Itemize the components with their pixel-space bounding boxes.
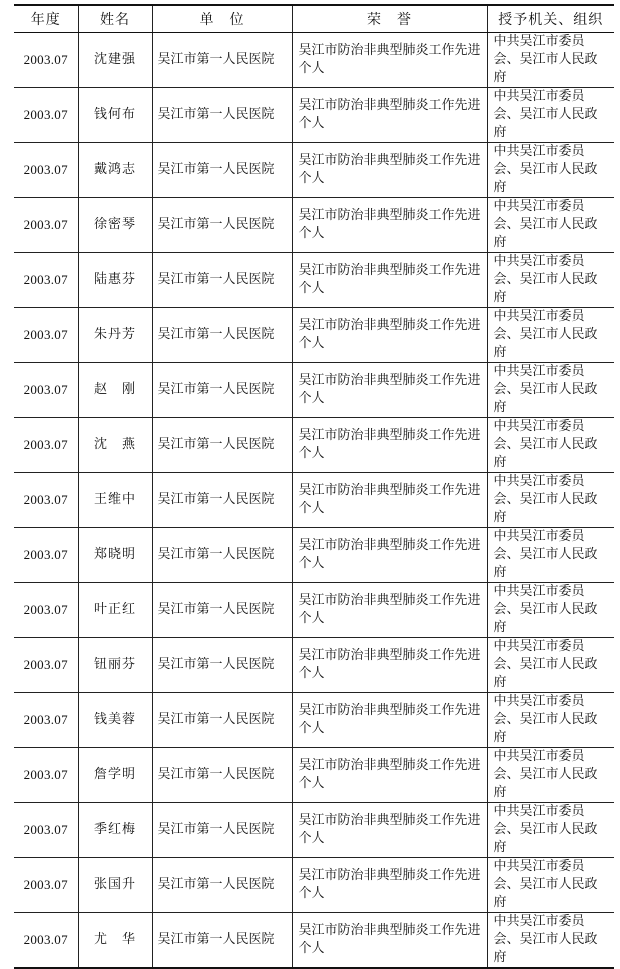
honors-table (14, 4, 614, 969)
cell-year: 2003.07 (14, 88, 78, 143)
cell-org (487, 88, 614, 143)
table-row (14, 308, 614, 363)
cell-honor (292, 88, 487, 143)
table-row (14, 913, 614, 969)
cell-year: 2003.07 (14, 143, 78, 198)
cell-org (487, 858, 614, 913)
cell-honor (292, 528, 487, 583)
cell-year: 2003.07 (14, 198, 78, 253)
cell-org-text: 中共吴江市委员会、吴江市人民政府 (493, 584, 598, 635)
cell-year: 2003.07 (14, 803, 78, 858)
cell-org (487, 253, 614, 308)
cell-honor (292, 418, 487, 473)
cell-org (487, 418, 614, 473)
cell-name: 王维中 (78, 473, 152, 528)
cell-honor-text: 吴江市防治非典型肺炎工作先进个人 (298, 43, 481, 76)
cell-name: 尤 华 (78, 913, 152, 969)
cell-org-text: 中共吴江市委员会、吴江市人民政府 (493, 199, 598, 250)
cell-honor (292, 638, 487, 693)
cell-honor (292, 33, 487, 88)
cell-unit: 吴江市第一人民医院 (152, 473, 292, 528)
cell-unit: 吴江市第一人民医院 (152, 418, 292, 473)
table-row (14, 638, 614, 693)
table-row (14, 803, 614, 858)
cell-org-text: 中共吴江市委员会、吴江市人民政府 (493, 529, 598, 580)
cell-honor (292, 693, 487, 748)
cell-org-text: 中共吴江市委员会、吴江市人民政府 (493, 914, 598, 965)
cell-honor (292, 748, 487, 803)
cell-year: 2003.07 (14, 363, 78, 418)
cell-honor-text: 吴江市防治非典型肺炎工作先进个人 (298, 703, 481, 736)
cell-honor-text: 吴江市防治非典型肺炎工作先进个人 (298, 758, 481, 791)
cell-name: 钱何布 (78, 88, 152, 143)
cell-org (487, 363, 614, 418)
cell-unit: 吴江市第一人民医院 (152, 308, 292, 363)
cell-name: 赵 刚 (78, 363, 152, 418)
cell-name: 徐密琴 (78, 198, 152, 253)
table-header (14, 5, 614, 33)
cell-name: 张国升 (78, 858, 152, 913)
cell-honor (292, 858, 487, 913)
cell-org (487, 143, 614, 198)
cell-org-text: 中共吴江市委员会、吴江市人民政府 (493, 474, 598, 525)
table-row (14, 748, 614, 803)
cell-org (487, 913, 614, 969)
cell-name: 钮丽芬 (78, 638, 152, 693)
cell-honor (292, 308, 487, 363)
cell-unit: 吴江市第一人民医院 (152, 363, 292, 418)
table-row (14, 253, 614, 308)
table-row (14, 363, 614, 418)
cell-unit: 吴江市第一人民医院 (152, 253, 292, 308)
cell-name: 季红梅 (78, 803, 152, 858)
cell-honor-text: 吴江市防治非典型肺炎工作先进个人 (298, 813, 481, 846)
cell-year: 2003.07 (14, 858, 78, 913)
cell-org (487, 308, 614, 363)
cell-org (487, 638, 614, 693)
cell-honor-text: 吴江市防治非典型肺炎工作先进个人 (298, 648, 481, 681)
cell-org (487, 473, 614, 528)
cell-honor-text: 吴江市防治非典型肺炎工作先进个人 (298, 483, 481, 516)
cell-unit: 吴江市第一人民医院 (152, 693, 292, 748)
table-row (14, 198, 614, 253)
cell-honor (292, 253, 487, 308)
cell-org-text: 中共吴江市委员会、吴江市人民政府 (493, 749, 598, 800)
table-row (14, 88, 614, 143)
cell-unit: 吴江市第一人民医院 (152, 913, 292, 969)
cell-unit: 吴江市第一人民医院 (152, 198, 292, 253)
cell-org (487, 748, 614, 803)
cell-honor-text: 吴江市防治非典型肺炎工作先进个人 (298, 593, 481, 626)
cell-year: 2003.07 (14, 528, 78, 583)
cell-org-text: 中共吴江市委员会、吴江市人民政府 (493, 804, 598, 855)
table-row (14, 33, 614, 88)
cell-org (487, 583, 614, 638)
cell-honor-text: 吴江市防治非典型肺炎工作先进个人 (298, 208, 481, 241)
cell-unit: 吴江市第一人民医院 (152, 803, 292, 858)
cell-unit: 吴江市第一人民医院 (152, 858, 292, 913)
cell-org-text: 中共吴江市委员会、吴江市人民政府 (493, 144, 598, 195)
cell-name: 叶正红 (78, 583, 152, 638)
cell-org-text: 中共吴江市委员会、吴江市人民政府 (493, 34, 598, 85)
cell-org-text: 中共吴江市委员会、吴江市人民政府 (493, 89, 598, 140)
header-name: 姓名 (78, 5, 152, 33)
cell-name: 朱丹芳 (78, 308, 152, 363)
cell-honor-text: 吴江市防治非典型肺炎工作先进个人 (298, 98, 481, 131)
header-year: 年度 (14, 5, 78, 33)
cell-honor (292, 363, 487, 418)
cell-name: 沈 燕 (78, 418, 152, 473)
cell-unit: 吴江市第一人民医院 (152, 143, 292, 198)
cell-org (487, 693, 614, 748)
table-row (14, 418, 614, 473)
cell-honor (292, 583, 487, 638)
cell-name: 钱美蓉 (78, 693, 152, 748)
cell-year: 2003.07 (14, 913, 78, 969)
table-row (14, 858, 614, 913)
cell-unit: 吴江市第一人民医院 (152, 748, 292, 803)
header-unit: 单 位 (152, 5, 292, 33)
cell-org-text: 中共吴江市委员会、吴江市人民政府 (493, 364, 598, 415)
cell-org-text: 中共吴江市委员会、吴江市人民政府 (493, 859, 598, 910)
table-row (14, 473, 614, 528)
cell-name: 戴鸿志 (78, 143, 152, 198)
table-row (14, 583, 614, 638)
cell-unit: 吴江市第一人民医院 (152, 638, 292, 693)
header-org: 授予机关、组织 (487, 5, 614, 33)
cell-unit: 吴江市第一人民医院 (152, 583, 292, 638)
cell-year: 2003.07 (14, 748, 78, 803)
cell-year: 2003.07 (14, 308, 78, 363)
cell-year: 2003.07 (14, 583, 78, 638)
cell-honor (292, 198, 487, 253)
cell-honor-text: 吴江市防治非典型肺炎工作先进个人 (298, 868, 481, 901)
cell-year: 2003.07 (14, 418, 78, 473)
cell-honor (292, 473, 487, 528)
cell-year: 2003.07 (14, 473, 78, 528)
cell-unit: 吴江市第一人民医院 (152, 88, 292, 143)
cell-name: 陆惠芬 (78, 253, 152, 308)
cell-name: 詹学明 (78, 748, 152, 803)
cell-org (487, 528, 614, 583)
cell-year: 2003.07 (14, 253, 78, 308)
cell-honor-text: 吴江市防治非典型肺炎工作先进个人 (298, 923, 481, 956)
cell-honor-text: 吴江市防治非典型肺炎工作先进个人 (298, 428, 481, 461)
table-row (14, 528, 614, 583)
header-honor: 荣 誉 (292, 5, 487, 33)
header-row (14, 5, 614, 33)
cell-honor (292, 913, 487, 969)
cell-honor-text: 吴江市防治非典型肺炎工作先进个人 (298, 263, 481, 296)
cell-unit: 吴江市第一人民医院 (152, 33, 292, 88)
cell-unit: 吴江市第一人民医院 (152, 528, 292, 583)
cell-honor (292, 143, 487, 198)
cell-org-text: 中共吴江市委员会、吴江市人民政府 (493, 639, 598, 690)
cell-org (487, 803, 614, 858)
cell-honor (292, 803, 487, 858)
cell-year: 2003.07 (14, 33, 78, 88)
cell-org-text: 中共吴江市委员会、吴江市人民政府 (493, 254, 598, 305)
cell-org-text: 中共吴江市委员会、吴江市人民政府 (493, 419, 598, 470)
cell-year: 2003.07 (14, 638, 78, 693)
cell-honor-text: 吴江市防治非典型肺炎工作先进个人 (298, 373, 481, 406)
cell-org-text: 中共吴江市委员会、吴江市人民政府 (493, 694, 598, 745)
cell-honor-text: 吴江市防治非典型肺炎工作先进个人 (298, 153, 481, 186)
cell-honor-text: 吴江市防治非典型肺炎工作先进个人 (298, 538, 481, 571)
cell-honor-text: 吴江市防治非典型肺炎工作先进个人 (298, 318, 481, 351)
cell-org-text: 中共吴江市委员会、吴江市人民政府 (493, 309, 598, 360)
table-body (14, 33, 614, 969)
cell-year: 2003.07 (14, 693, 78, 748)
table-row (14, 693, 614, 748)
table-row (14, 143, 614, 198)
cell-org (487, 198, 614, 253)
cell-name: 沈建强 (78, 33, 152, 88)
cell-org (487, 33, 614, 88)
cell-name: 郑晓明 (78, 528, 152, 583)
